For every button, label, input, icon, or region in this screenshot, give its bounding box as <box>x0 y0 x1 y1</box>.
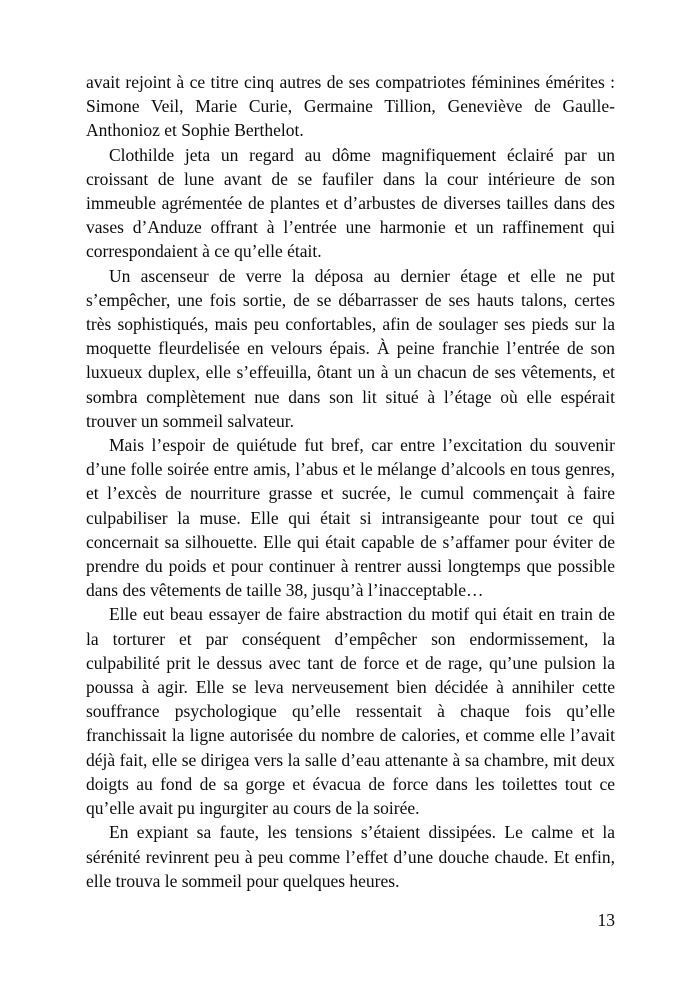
paragraph: Mais l’espoir de quiétude fut bref, car entre l’excitation du souvenir d’une folle soirée entre amis, l’abus et le mélange d’alcools en tous genres, et l’excès de nourriture grasse et sucrée, le cumul commençait à faire culpabiliser la muse. Elle qui était si intransigeante pour tout ce qui concernait sa silhouette. Elle qui était capable de s’affamer pour éviter de prendre du poids et pour continuer à rentrer aussi longtemps que possible dans des vêtements de taille 38, jusqu’à l’inacceptable… <box>86 435 615 601</box>
paragraph: avait rejoint à ce titre cinq autres de ses compatriotes féminines émérites : Simone Veil, Marie Curie, Germaine Tillion, Geneviève de Gaulle-Anthonioz et Sophie Berthelot. <box>86 72 615 141</box>
paragraph: En expiant sa faute, les tensions s’étaient dissipées. Le calme et la sérénité revinrent peu à peu comme l’effet d’une douche chaude. Et enfin, elle trouva le sommeil pour quelques heures. <box>86 822 615 891</box>
paragraph: Elle eut beau essayer de faire abstraction du motif qui était en train de la torturer et par conséquent d’empêcher son endormissement, la culpabilité prit le dessus avec tant de force et de rage, qu’une pulsion la poussa à agir. Elle se leva nerveusement bien décidée à annihiler cette souffrance psychologique qu’elle ressentait à chaque fois qu’elle franchissait la ligne autorisée du nombre de calories, et comme elle l’avait déjà fait, elle se dirigea vers la salle d’eau attenante à sa chambre, mit deux doigts au fond de sa gorge et évacua de force dans les toilettes tout ce qu’elle avait pu ingurgiter au cours de la soirée. <box>86 604 615 819</box>
page-body <box>86 70 615 893</box>
paragraph: Clothilde jeta un regard au dôme magnifiquement éclairé par un croissant de lune avant de se faufiler dans la cour intérieure de son immeuble agrémentée de plantes et d’arbustes de diverses tailles dans des vases d’Anduze offrant à l’entrée une harmonie et un raffinement qui correspondaient à ce qu’elle était. <box>86 144 615 262</box>
page-number: 13 <box>597 910 615 930</box>
paragraph: Un ascenseur de verre la déposa au dernier étage et elle ne put s’empêcher, une fois sortie, de se débarrasser de ses hauts talons, certes très sophistiqués, mais peu confortables, afin de soulager ses pieds sur la moquette fleurdelisée en velours épais. À peine franchie l’entrée de son luxueux duplex, elle s’effeuilla, ôtant un à un chacun de ses vêtements, et sombra complètement nue dans son lit situé à l’étage où elle espérait trouver un sommeil salvateur. <box>86 265 615 431</box>
